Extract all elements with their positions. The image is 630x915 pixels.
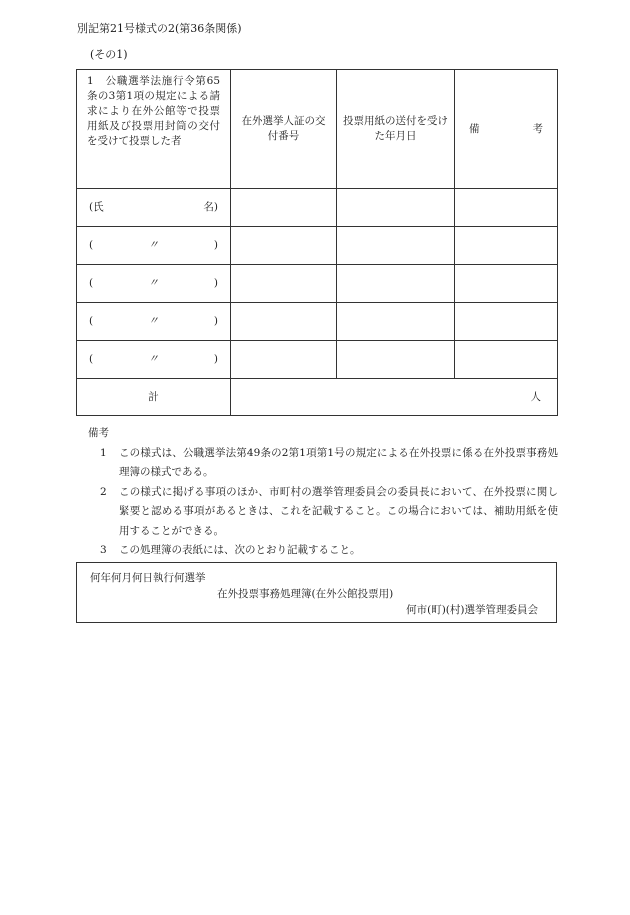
ditto-mark: 〃 [148, 277, 159, 290]
notes-section [88, 424, 558, 561]
ledger-table [76, 69, 558, 416]
ditto-cell [77, 341, 231, 379]
certificate-cell [231, 265, 337, 303]
note-number: 2 [100, 485, 107, 498]
header-remarks-right: 考 [532, 122, 543, 135]
note-item [88, 483, 558, 542]
date-cell [337, 189, 455, 227]
note-item [88, 541, 558, 561]
note-number: 1 [100, 446, 107, 459]
name-close-label: 名) [203, 201, 218, 214]
name-open-label: (氏 [89, 201, 104, 214]
table-header-row [77, 70, 558, 189]
name-cell [77, 189, 231, 227]
header-remarks-left: 備 [469, 122, 480, 135]
table-row [77, 189, 558, 227]
total-label: 計 [77, 379, 231, 416]
table-row [77, 265, 558, 303]
note-item [88, 444, 558, 483]
certificate-cell [231, 189, 337, 227]
header-voter-column: 1 公職選挙法施行令第65条の3第1項の規定による請求により在外公館等で投票用紙及び投票用封筒の交付を受けて投票した者 [77, 70, 231, 189]
table-row [77, 341, 558, 379]
table-row [77, 303, 558, 341]
ditto-mark: 〃 [148, 315, 159, 328]
ditto-open: ( [89, 277, 94, 290]
date-cell [337, 303, 455, 341]
cover-election-line: 何年何月何日執行何選挙 [90, 572, 206, 584]
ditto-open: ( [89, 239, 94, 252]
remarks-cell [455, 189, 558, 227]
header-remarks [455, 70, 558, 189]
certificate-cell [231, 303, 337, 341]
form-part-label: (その1) [90, 48, 128, 61]
date-cell [337, 227, 455, 265]
note-text: この様式は、公職選挙法第49条の2第1項第1号の規定による在外投票に係る在外投票事務処理簿の様式である。 [119, 446, 558, 478]
ditto-cell [77, 265, 231, 303]
ditto-cell [77, 227, 231, 265]
remarks-cell [455, 303, 558, 341]
ditto-mark: 〃 [148, 353, 159, 366]
remarks-cell [455, 341, 558, 379]
ditto-cell [77, 303, 231, 341]
notes-title: 備考 [88, 427, 109, 439]
ditto-close: ) [213, 277, 218, 290]
certificate-cell [231, 341, 337, 379]
ditto-close: ) [213, 315, 218, 328]
ditto-close: ) [213, 353, 218, 366]
date-cell [337, 341, 455, 379]
note-text: この処理簿の表紙には、次のとおり記載すること。 [119, 544, 361, 556]
total-row [77, 379, 558, 416]
form-reference: 別記第21号様式の2(第36条関係) [77, 22, 242, 35]
cover-example-box [76, 562, 557, 623]
ditto-close: ) [213, 239, 218, 252]
cover-committee-line: 何市(町)(村)選挙管理委員会 [406, 604, 538, 616]
header-ballot-received-date: 投票用紙の送付を受けた年月日 [337, 70, 455, 189]
total-unit: 人 [231, 379, 558, 416]
ditto-open: ( [89, 315, 94, 328]
remarks-cell [455, 265, 558, 303]
certificate-cell [231, 227, 337, 265]
remarks-cell [455, 227, 558, 265]
cover-title-line: 在外投票事務処理簿(在外公館投票用) [217, 588, 394, 600]
ditto-open: ( [89, 353, 94, 366]
table-row [77, 227, 558, 265]
header-certificate-number: 在外選挙人証の交付番号 [231, 70, 337, 189]
ditto-mark: 〃 [148, 239, 159, 252]
note-text: この様式に掲げる事項のほか、市町村の選挙管理委員会の委員長において、在外投票に関し緊要と認める事項があるときは、これを記載すること。この場合においては、補助用紙を使用することができる。 [119, 485, 558, 537]
note-number: 3 [100, 544, 107, 556]
date-cell [337, 265, 455, 303]
